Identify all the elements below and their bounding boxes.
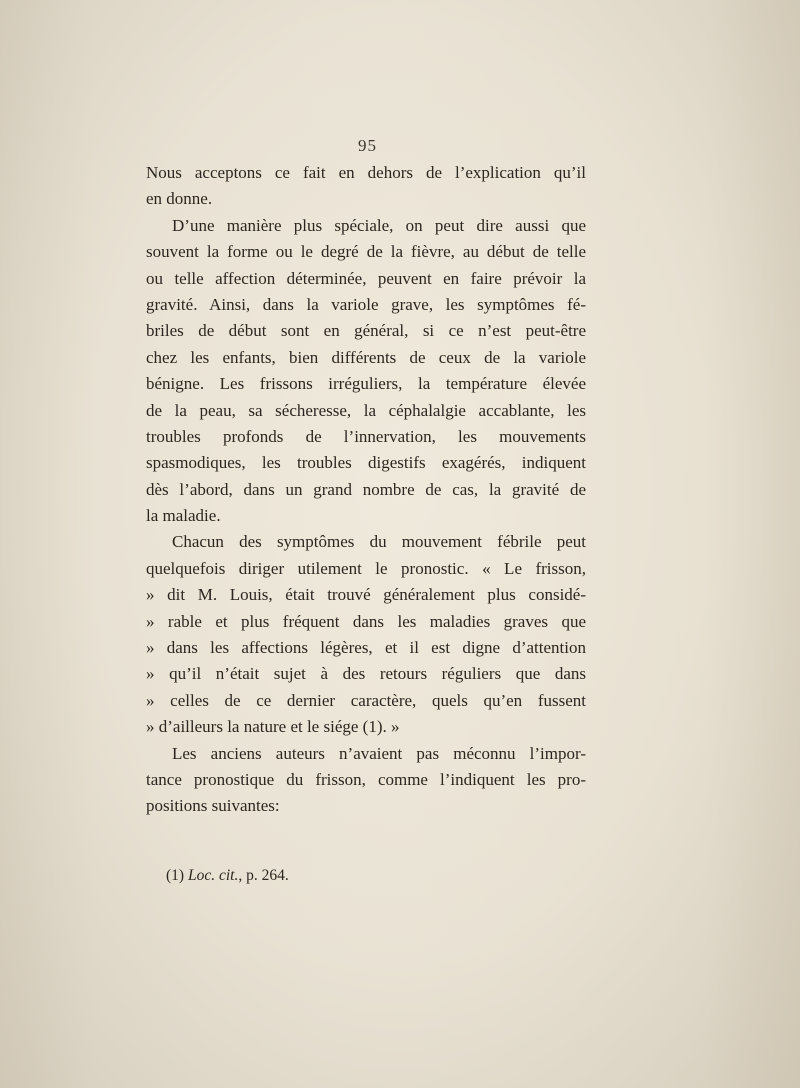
text-line: troubles profonds de l’innervation, les mouvements — [146, 426, 586, 446]
footnote-reference: Loc. cit. — [187, 867, 239, 884]
text-line: bénigne. Les frissons irréguliers, la température élevée — [146, 374, 586, 394]
text-line: » celles de ce dernier caractère, quels qu’en fussent — [146, 690, 586, 710]
text-line: la maladie. — [146, 506, 221, 526]
text-line: » d’ailleurs la nature et le siége (1). » — [146, 717, 400, 737]
footnote-page: , p. 264. — [238, 867, 289, 884]
text-line: » qu’il n’était sujet à des retours réguliers que dans — [146, 664, 586, 684]
body-text — [146, 160, 586, 820]
footnote — [166, 865, 289, 887]
text-line: Chacun des symptômes du mouvement fébrile peut — [172, 532, 586, 552]
text-line: dès l’abord, dans un grand nombre de cas, la gravité de — [146, 479, 586, 499]
text-line: tance pronostique du frisson, comme l’indiquent les pro- — [146, 769, 586, 789]
text-line: » rable et plus fréquent dans les maladies graves que — [146, 611, 586, 631]
text-line: chez les enfants, bien différents de ceux de la variole — [146, 347, 586, 367]
text-line: souvent la forme ou le degré de la fièvre, au début de telle — [146, 242, 586, 262]
text-line: de la peau, sa sécheresse, la céphalalgie accablante, les — [146, 400, 586, 420]
text-line: Les anciens auteurs n’avaient pas méconnu l’impor- — [172, 743, 586, 763]
text-line: briles de début sont en général, si ce n’est peut-être — [146, 321, 586, 341]
text-line: en donne. — [146, 189, 213, 209]
text-line: D’une manière plus spéciale, on peut dire aussi que — [172, 215, 586, 235]
text-line: » dit M. Louis, était trouvé généralement plus considé- — [146, 585, 586, 605]
text-line: » dans les affections légères, et il est digne d’attention — [146, 638, 586, 658]
text-line: gravité. Ainsi, dans la variole grave, les symptômes fé- — [146, 294, 586, 314]
text-line: ou telle affection déterminée, peuvent en faire prévoir la — [146, 268, 586, 288]
text-line: spasmodiques, les troubles digestifs exagérés, indiquent — [146, 453, 586, 473]
text-line: positions suivantes: — [146, 796, 280, 816]
page-number: 95 — [358, 136, 377, 155]
text-line: Nous acceptons ce fait en dehors de l’explication qu’il — [146, 163, 586, 182]
text-line: quelquefois diriger utilement le pronostic. « Le frisson, — [146, 558, 586, 578]
footnote-marker: (1) — [166, 867, 185, 884]
